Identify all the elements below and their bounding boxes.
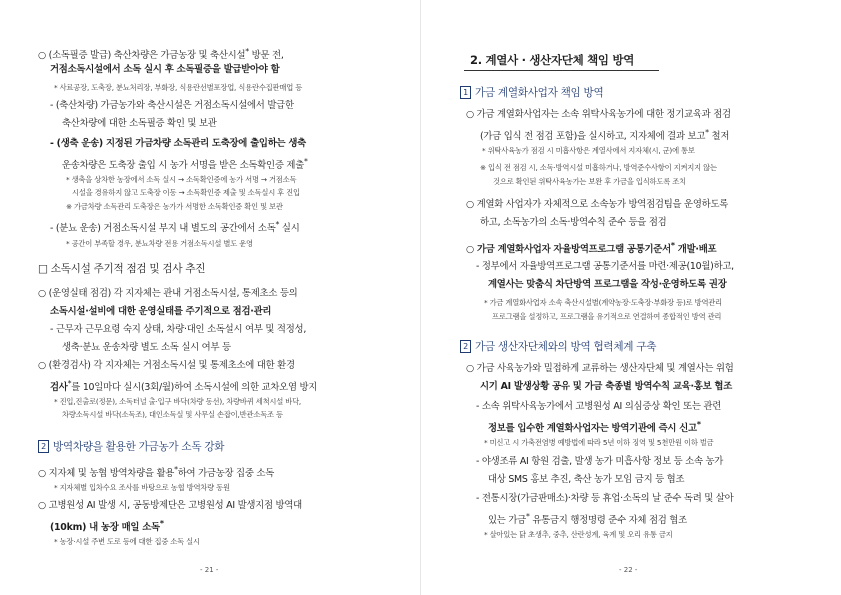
- text-line: 하고, 소독농가의 소독·방역수칙 준수 등을 점검: [480, 217, 667, 228]
- footnote: * 살아있는 닭 초생추, 중추, 산란성계, 육계 및 오리 유통 금지: [484, 530, 673, 539]
- subsection-heading: 1 가금 계열화사업자 책임 방역: [460, 86, 603, 99]
- footnote: * 생축을 상차한 농장에서 소독 실시 → 소독확인증에 농가 서명 → 거점소독: [66, 175, 297, 184]
- subsection-heading: 2 방역차량을 활용한 가금농가 소독 강화: [38, 440, 224, 453]
- right-page: [421, 0, 841, 595]
- text-line: - (분뇨 운송) 거점소독시설 부지 내 별도의 공간에서 소독* 실시: [50, 220, 300, 235]
- text-line: - 정부에서 자율방역프로그램 공통기준서를 마련·제공(10월)하고,: [476, 261, 734, 272]
- chapter-title: 2. 계열사 · 생산자단체 책임 방역: [470, 53, 635, 67]
- item-ai-outbreak: ○ 고병원성 AI 발생 시, 공동방제단은 고병원성 AI 발생지점 방역대: [38, 500, 302, 511]
- text-line: 있는 가금* 유통금지 행정명령 준수 자체 점검 협조: [488, 512, 687, 527]
- text-line: - 소속 위탁사육농가에서 고병원성 AI 의심증상 확인 또는 관련: [476, 401, 722, 412]
- footnote: * 사료공장, 도축장, 분뇨처리장, 부화장, 식용란선별포장업, 식용란수집판매업 등: [54, 83, 303, 92]
- item-education: ○ 가금 계열화사업자는 소속 위탁사육농가에 대한 정기교육과 점검: [466, 109, 731, 120]
- footnote: 차량소독시설 바닥(소독조), 대인소독실 및 사무실 손잡이,반관소독조 등: [62, 410, 283, 419]
- item-program: ○ 가금 계열화사업자 자율방역프로그램 공통기준서* 개발·배포: [466, 241, 717, 256]
- footnote: * 농장·시설 주변 도로 등에 대한 집중 소독 실시: [54, 537, 200, 546]
- item-self-inspection: ○ 계열화 사업자가 자체적으로 소속농가 방역점검팀을 운영하도록: [466, 199, 729, 210]
- text-line: 축산차량에 대한 소독필증 확인 및 보관: [62, 118, 217, 129]
- section-number-box: 2: [460, 340, 471, 353]
- text-line: - (축산차량) 가금농가와 축산시설은 거점소독시설에서 발급한: [50, 100, 294, 111]
- footnote: * 미신고 시 가축전염병 예방법에 따라 5년 이하 징역 및 5천만원 이하 벌금: [484, 438, 714, 447]
- footnote: * 진입,진출로(정문), 소독터널 출·입구 바닥(차량 동선), 차량바퀴 세척시설 바닥,: [54, 397, 302, 406]
- text-line: 시기 AI 발생상황 공유 및 가금 축종별 방역수칙 교육·홍보 협조: [480, 381, 733, 392]
- page-number: - 22 -: [619, 566, 638, 574]
- section-number-box: 2: [38, 440, 49, 453]
- item-cooperation: ○ 가금 사육농가와 밀접하게 교류하는 생산자단체 및 계열사는 위험: [466, 363, 734, 374]
- footnote: ※ 가금차량 소독관리 도축장은 농가가 서명한 소독확인증 확인 및 보관: [66, 202, 283, 211]
- text-line: 거점소독시설에서 소독 실시 후 소독필증을 발급받아야 함: [50, 64, 280, 75]
- footnote: * 가금 계열화사업자 소속 축산시설별(계약농장·도축장·부화장 등)로 방역관리: [484, 298, 723, 307]
- text-line: 정보를 입수한 계열화사업자는 방역기관에 즉시 신고*: [488, 420, 701, 435]
- item-vehicle: ○ 지자체 및 농협 방역차량을 활용*하여 가금농장 집중 소독: [38, 465, 275, 480]
- item-inspection: ○ (운영실태 점검) 각 지자체는 관내 거점소독시설, 통제초소 등의: [38, 288, 298, 299]
- text-line: - 야생조류 AI 항원 검출, 발생 농가 미흡사항 정보 등 소속 농가: [476, 456, 724, 467]
- footnote: * 위탁사육농가 점검 시 미흡사항은 계열사에서 지자체(시, 군)에 통보: [482, 146, 695, 155]
- footnote: 프로그램을 설정하고, 프로그램을 유기적으로 연결하여 종합적인 방역 관리: [492, 312, 722, 321]
- text-line: (10km) 내 농장 매일 소독*: [50, 519, 164, 534]
- section-heading: □ 소독시설 주기적 점검 및 검사 추진: [38, 263, 206, 275]
- text-line: - (생축 운송) 지정된 가금차량 소독관리 도축장에 출입하는 생축: [50, 138, 306, 149]
- text-line: 소독시설·설비에 대한 운영실태를 주기적으로 점검·관리: [50, 306, 272, 317]
- footnote: * 공간이 부족할 경우, 분뇨차량 전용 거점소독시설 별도 운영: [66, 239, 253, 248]
- footnote: 것으로 확인된 위탁사육농가는 보완 후 가금을 입식하도록 조치: [493, 177, 686, 186]
- text-line: 대상 SMS 홍보 추진, 축산 농가 모임 금지 등 협조: [488, 474, 685, 485]
- text-line: (가금 입식 전 점검 포함)을 실시하고, 지자체에 결과 보고* 철저: [480, 128, 730, 143]
- text-line: 계열사는 맞춤식 차단방역 프로그램을 작성·운영하도록 권장: [488, 279, 727, 290]
- footnote: * 지자체별 입차수요 조사를 바탕으로 농협 방역차량 동원: [54, 483, 230, 492]
- item-environment-test: ○ (환경검사) 각 지자체는 거점소독시설 및 통제초소에 대한 환경: [38, 360, 295, 371]
- text-line: - 전통시장(가금판매소)·차량 등 휴업·소독의 날 준수 독려 및 살아: [476, 493, 734, 504]
- text-line: - 근무자 근무요령 숙지 상태, 차량·대인 소독설시 여부 및 적정성,: [50, 324, 307, 335]
- section-number-box: 1: [460, 86, 471, 99]
- footnote: 시설을 경유하지 않고 도축장 이동 → 소독확인증 제출 및 소독실시 후 진입: [72, 188, 300, 197]
- text-line: 검사*를 10일마다 실시(3회/월)하여 소독시설에 의한 교차오염 방지: [50, 379, 318, 394]
- text-line: 생축·분뇨 운송차량 별도 소독 실시 여부 등: [62, 342, 231, 353]
- left-page: [0, 0, 420, 595]
- item-disinfection-certificate: ○ (소독필증 발급) 축산차량은 가금농장 및 축산시설* 방문 전,: [38, 47, 284, 62]
- footnote: ※ 입식 전 점검 시, 소독·방역시설 미흡하거나, 방역준수사항이 지켜지지 않는: [480, 163, 717, 172]
- text-line: 운송차량은 도축장 출입 시 농가 서명을 받은 소독확인증 제출*: [62, 157, 308, 172]
- page-number: - 21 -: [200, 566, 219, 574]
- subsection-heading: 2 가금 생산자단체와의 방역 협력체계 구축: [460, 340, 656, 353]
